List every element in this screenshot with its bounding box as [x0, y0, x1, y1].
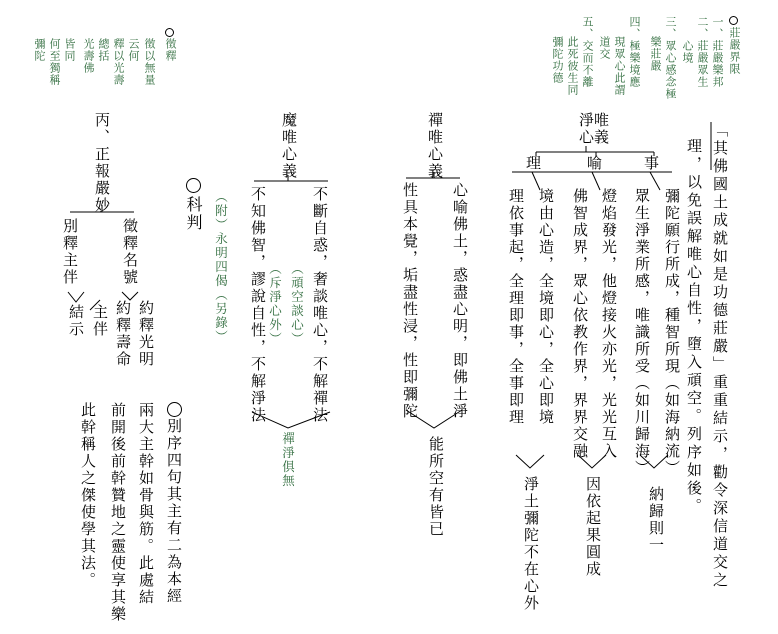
result-yu: 因依起果圓成: [584, 476, 602, 578]
kepan-title: 科判: [184, 196, 203, 232]
top-right-item-11: 彌陀功德: [551, 36, 564, 84]
shi-line-2: 眾生淨業所感，唯識所受（如川歸海）: [633, 188, 651, 477]
top-left-line-6: 皆同: [63, 38, 76, 62]
bottom-note-line-3: 前開後前幹贊地之靈使享其樂: [109, 402, 127, 623]
top-left-line-8: 彌陀: [33, 38, 46, 62]
top-left-line-3: 釋以光壽: [112, 38, 125, 86]
top-left-line-4: 總括: [97, 38, 110, 62]
result-li: 淨土彌陀不在心外: [522, 476, 540, 612]
bottom-note-line-1: 別序四句其主有二為本經: [165, 418, 183, 605]
bie-chevron: [68, 292, 84, 302]
top-left-title: 徵釋: [164, 38, 177, 62]
quote-line-2: 理，以免誤解唯心自性，墮入頑空。列序如後。: [685, 138, 703, 516]
zheng-chevron: [122, 292, 138, 300]
yu-line-1: 燈焰發光，他燈接火亦光，光光互入: [600, 188, 618, 460]
bing-zhu: 主伴: [91, 304, 109, 338]
mo-line-1: 不斷自惑，奢談唯心，不解禪法: [311, 186, 329, 424]
top-right-item-7: 現眾心此謂: [613, 36, 626, 96]
result-shi: 納歸則一: [647, 486, 665, 554]
top-left-line-7: 何至獨稱: [48, 38, 61, 86]
top-right-item-1: 一、莊嚴樂邦: [711, 16, 724, 88]
mo-result: 禪淨俱無: [280, 432, 296, 488]
top-right-item-5: 樂莊嚴: [649, 36, 662, 72]
top-left-line-5: 光壽佛: [82, 38, 95, 74]
bing-shou: 約釋壽命: [114, 300, 132, 368]
chan-line-1: 心喻佛土，惑盡心明，即佛土淨: [451, 182, 469, 420]
top-right-item-8: 道交: [598, 36, 611, 60]
top-right-item-3: 心境: [681, 40, 694, 64]
li-result-chevron: [516, 455, 544, 468]
li-line-2: 理依事起，全理即事，全事即理: [507, 188, 525, 426]
li-line-1: 境由心造，全境即心，全心即境: [537, 188, 555, 426]
bullet-circle-icon: [165, 28, 174, 37]
quote-line-1: 「其佛國土成就如是功德莊嚴」重重結示，勸令深信道交之: [711, 122, 729, 590]
mo-note-1: （頑空談心）: [289, 262, 305, 346]
chan-line-2: 性具本覺，垢盡性浸，性即彌陀: [401, 182, 419, 420]
top-left-line-1: 徵以無量: [143, 38, 156, 86]
branch-yu: 喻: [587, 154, 603, 172]
bing-guang: 約釋光明: [137, 300, 155, 368]
yu-connector: [592, 172, 600, 190]
branch-li: 理: [526, 154, 542, 172]
top-right-item-10: 此死彼生同: [566, 36, 579, 96]
note-circle-icon: [167, 402, 182, 417]
top-left-line-2: 云何: [127, 38, 140, 62]
shi-connector: [650, 172, 660, 190]
top-right-item-9: 五、交而不離: [581, 16, 594, 88]
mo-header: 魔唯心義: [280, 112, 298, 180]
mo-note-2: （斥淨心外）: [267, 262, 283, 346]
bing-header: 丙、正報嚴妙: [93, 112, 111, 214]
bing-zheng: 徵釋名號: [121, 218, 139, 286]
bing-jie: 結示: [67, 304, 85, 338]
top-right-title: 莊嚴界限: [728, 27, 741, 75]
chan-header: 禪唯心義: [426, 112, 444, 180]
shi-line-1: 彌陀願行所成，種智所現（如海納流）: [663, 188, 681, 477]
kepan-circle-icon: [186, 178, 201, 193]
bing-bie: 別釋主伴: [61, 218, 79, 286]
branch-shi: 事: [644, 154, 660, 172]
top-right-item-2: 二、莊嚴眾生: [696, 16, 709, 88]
bottom-note-line-4: 此幹稱人之傑使學其法。: [79, 402, 97, 589]
yu-line-2: 佛智成界，眾心依教作界，界界交融: [571, 188, 589, 460]
top-right-item-4: 三、眾心感念極: [664, 16, 677, 100]
bottom-note-line-2: 兩大主幹如骨與筋。此處結: [137, 402, 155, 606]
appendix-note: （附）永明四偈（另錄）: [213, 190, 229, 344]
mo-line-2: 不知佛智，謬說自性，不解淨法: [249, 186, 267, 424]
bullet-circle-icon: [729, 16, 738, 25]
chan-result: 能所空有皆已: [427, 436, 445, 538]
top-right-item-6: 四、極樂境應: [628, 16, 641, 88]
jingwei-header: 淨唯心義: [578, 111, 609, 146]
